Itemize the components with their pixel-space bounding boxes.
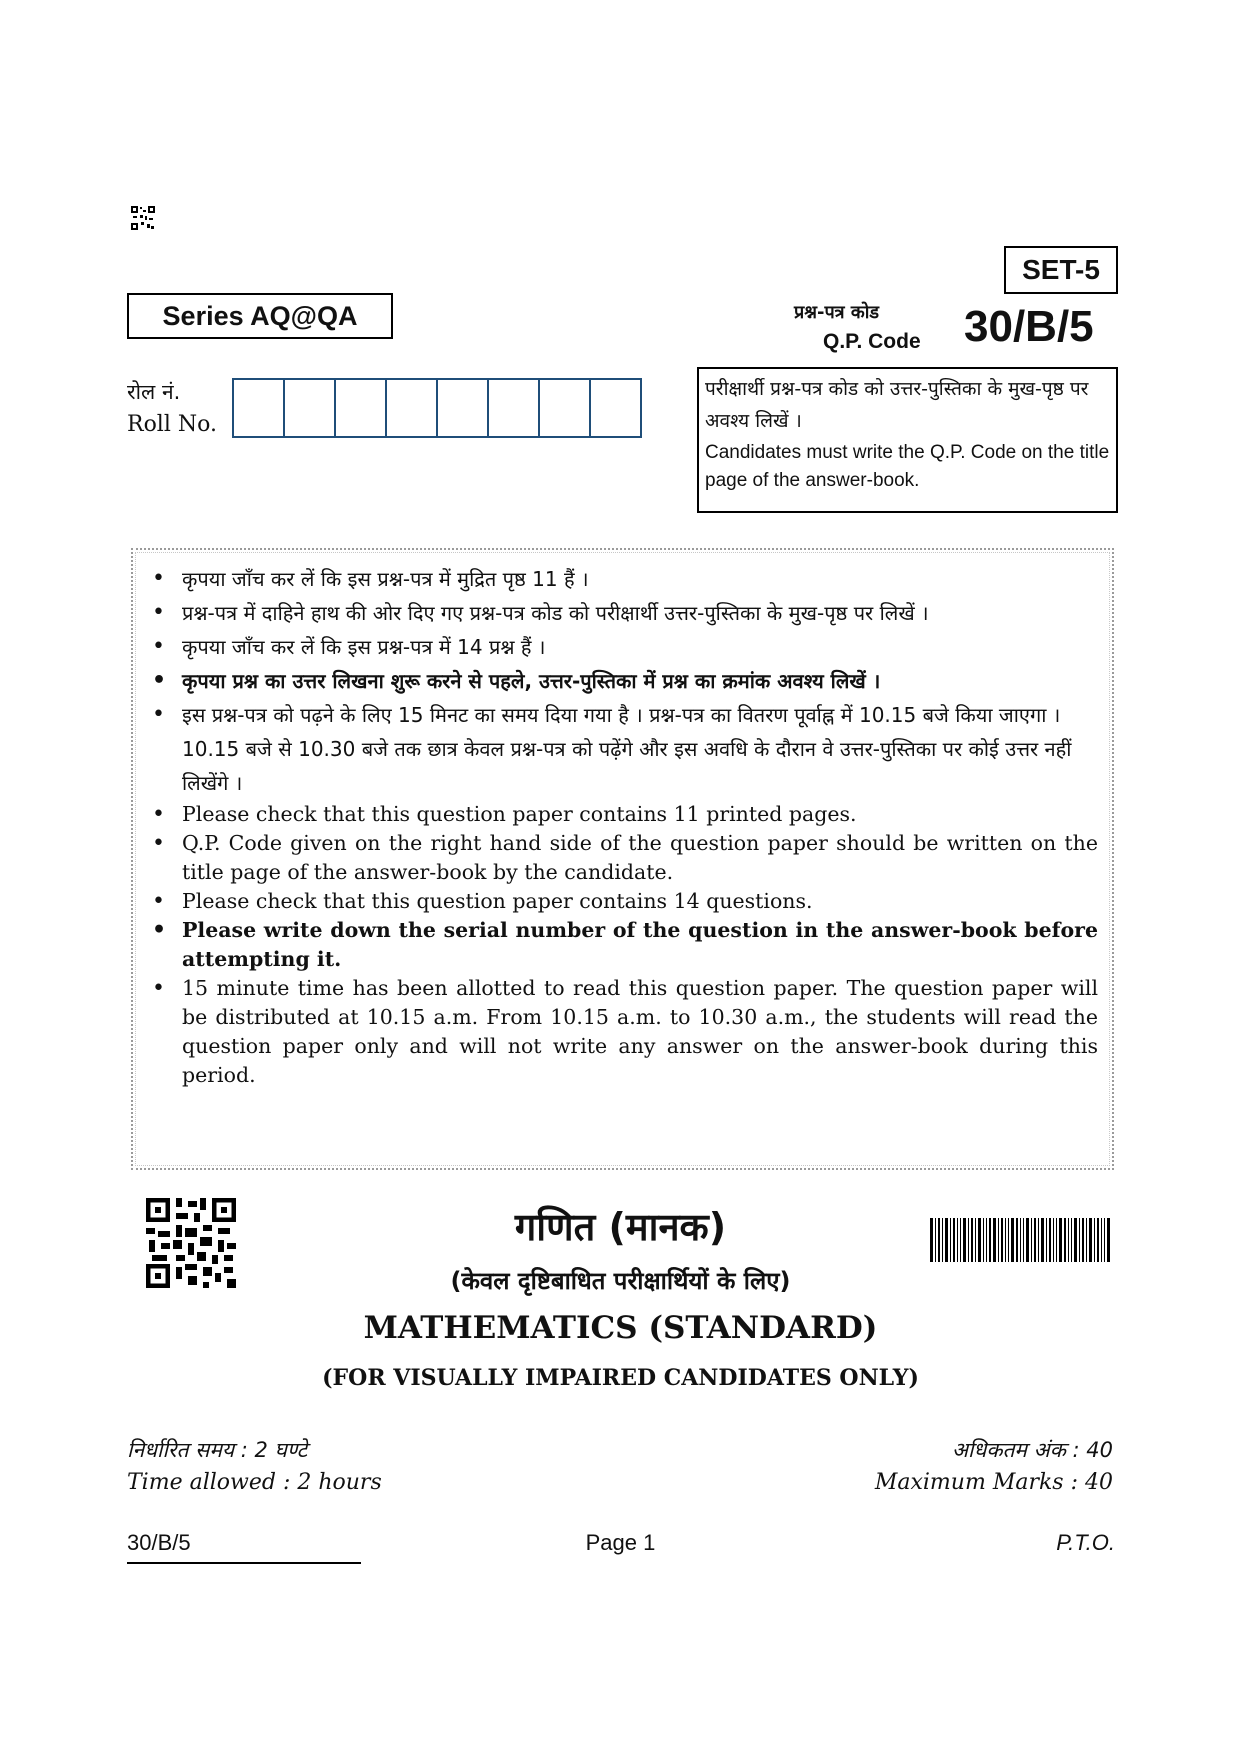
roll-digit-box[interactable] <box>438 380 489 436</box>
subject-subtitle-hindi: (केवल दृष्टिबाधित परीक्षार्थियों के लिए) <box>450 1267 791 1295</box>
subject-subtitle-english: (FOR VISUALLY IMPAIRED CANDIDATES ONLY) <box>322 1365 919 1391</box>
instruction-hindi-5: • इस प्रश्न-पत्र को पढ़ने के लिए 15 मिनट का समय दिया गया है । प्रश्न-पत्र का वितरण पूर्वाह्न में 10.15 बजे किया जाएगा । 10.15 बजे से 10.30 बजे तक छात्र केवल प्रश्न-पत्र को पढ़ेंगे और इस अवधि के दौरान वे उत्तर-पुस्तिका पर कोई उत्तर नहीं लिखेंगे । <box>148 698 1098 800</box>
notice-english: Candidates must write the Q.P. Code on the title page of the answer-book. <box>705 442 1110 491</box>
roll-digit-box[interactable] <box>285 380 336 436</box>
roll-digit-box[interactable] <box>234 380 285 436</box>
roll-label-english: Roll No. <box>127 412 217 437</box>
time-allowed-english: Time allowed : 2 hours <box>127 1470 382 1495</box>
qp-code-label-hindi: प्रश्न-पत्र कोड <box>794 302 879 323</box>
instruction-english-1: • Please check that this question paper contains 11 printed pages. <box>148 800 1098 829</box>
subject-title-hindi: गणित (मानक) <box>514 1205 727 1249</box>
time-allowed-hindi: निर्धारित समय : 2 घण्टे <box>127 1438 308 1462</box>
roll-digit-box[interactable] <box>336 380 387 436</box>
qp-code-notice <box>697 367 1118 513</box>
roll-number-boxes <box>232 378 642 438</box>
instruction-english-2: • Q.P. Code given on the right hand side of the question paper should be written on the title page of the answer-book by the candidate. <box>148 829 1098 887</box>
instruction-hindi-2: • प्रश्न-पत्र में दाहिने हाथ की ओर दिए गए प्रश्न-पत्र कोड को परीक्षार्थी उत्तर-पुस्तिका के मुख-पृष्ठ पर लिखें । <box>148 596 1098 630</box>
notice-hindi: परीक्षार्थी प्रश्न-पत्र कोड को उत्तर-पुस्तिका के मुख-पृष्ठ पर अवश्य लिखें । <box>705 378 1089 432</box>
maximum-marks-hindi: अधिकतम अंक : 40 <box>951 1438 1113 1462</box>
instruction-english-3: • Please check that this question paper contains 14 questions. <box>148 887 1098 916</box>
small-qr-code-icon <box>131 206 155 230</box>
instruction-english-4: • Please write down the serial number of the question in the answer-book before attempting it. <box>148 916 1098 974</box>
roll-digit-box[interactable] <box>489 380 540 436</box>
set-label: SET-5 <box>1004 246 1118 294</box>
roll-digit-box[interactable] <box>387 380 438 436</box>
subject-title-english: MATHEMATICS (STANDARD) <box>363 1310 878 1346</box>
page-number: Page 1 <box>585 1530 656 1555</box>
instruction-hindi-1: • कृपया जाँच कर लें कि इस प्रश्न-पत्र में मुद्रित पृष्ठ 11 हैं । <box>148 562 1098 596</box>
maximum-marks-english: Maximum Marks : 40 <box>874 1470 1113 1495</box>
qp-code: 30/B/5 <box>964 302 1094 351</box>
instruction-english-5: • 15 minute time has been allotted to read this question paper. The question paper will be distributed at 10.15 a.m. From 10.15 a.m. to 10.30 a.m., the students will read the question paper only and will not write any answer on the answer-book during this period. <box>148 974 1098 1090</box>
roll-digit-box[interactable] <box>540 380 591 436</box>
roll-label-hindi: रोल नं. <box>127 380 181 404</box>
qp-code-label-english: Q.P. Code <box>823 330 921 353</box>
pto-label: P.T.O. <box>1056 1530 1115 1555</box>
footer-code: 30/B/5 <box>127 1530 361 1564</box>
roll-digit-box[interactable] <box>591 380 640 436</box>
instructions-list <box>148 562 1098 1090</box>
instruction-hindi-4: • कृपया प्रश्न का उत्तर लिखना शुरू करने से पहले, उत्तर-पुस्तिका में प्रश्न का क्रमांक अवश्य लिखें । <box>148 664 1098 698</box>
series-label: Series AQ@QA <box>127 293 393 339</box>
instruction-hindi-3: • कृपया जाँच कर लें कि इस प्रश्न-पत्र में 14 प्रश्न हैं । <box>148 630 1098 664</box>
